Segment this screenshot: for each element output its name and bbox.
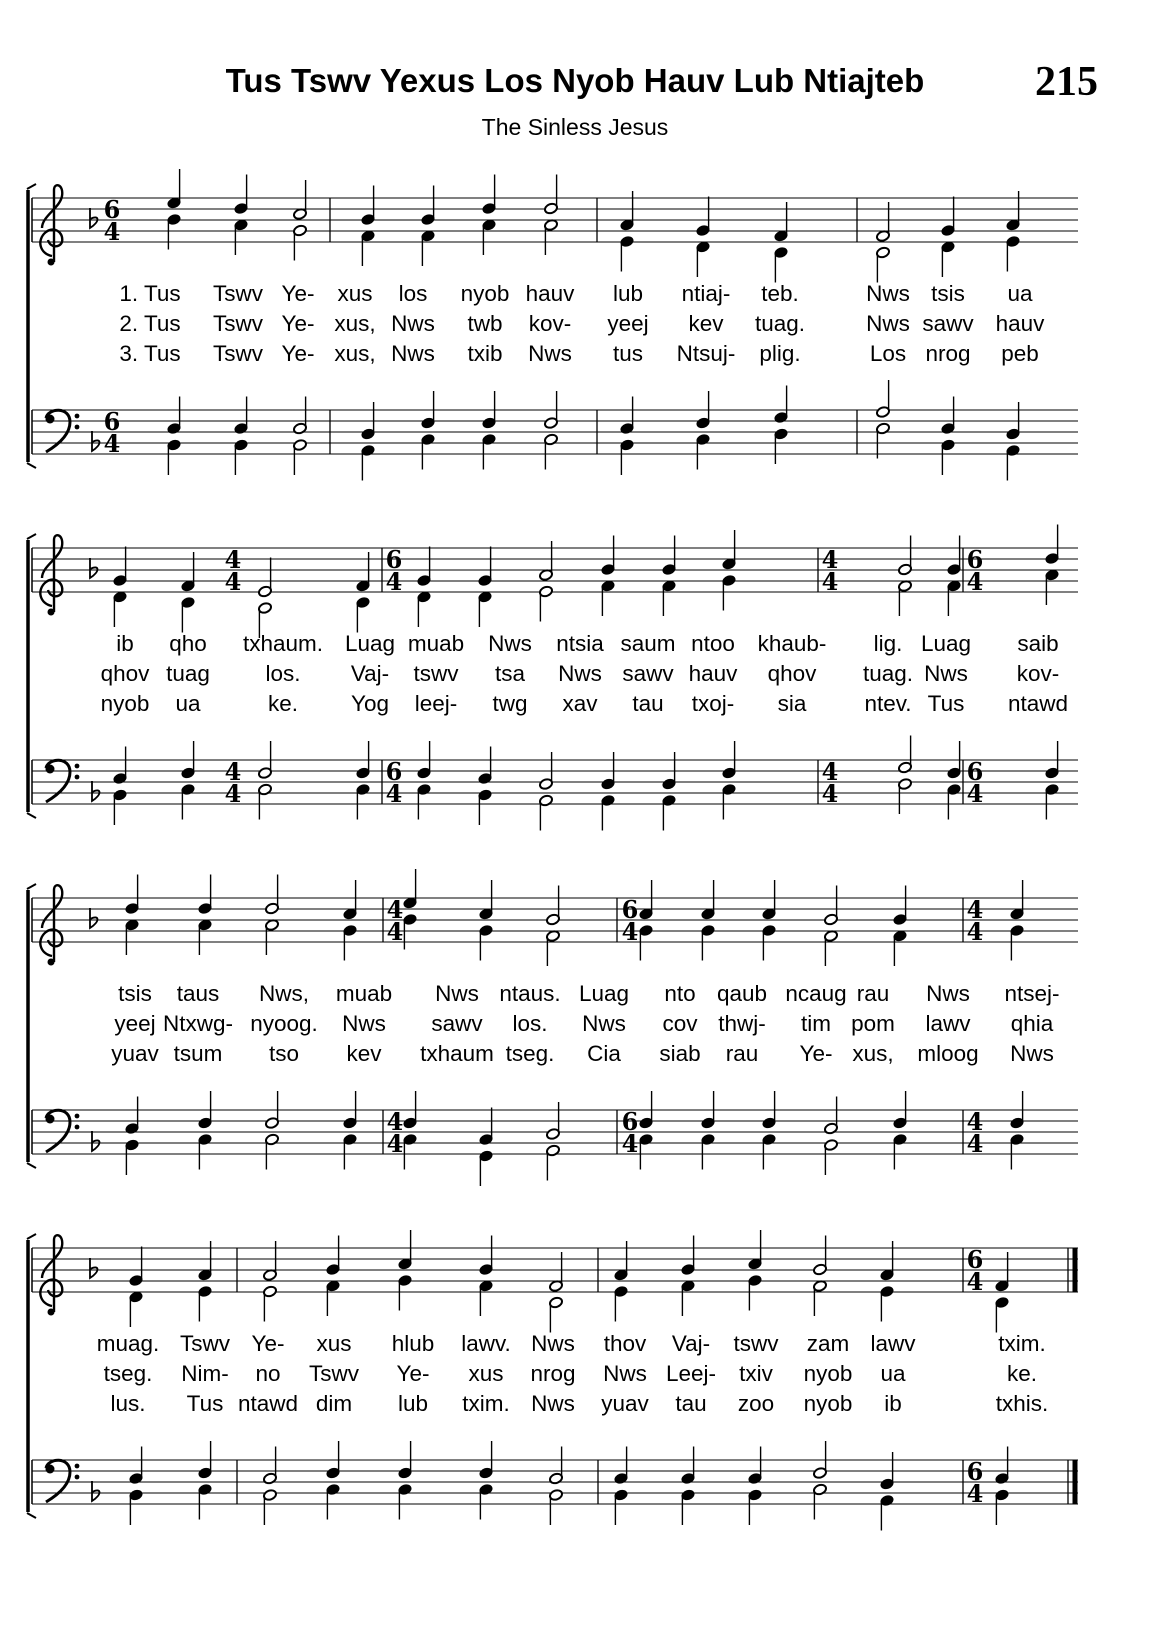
lyric-syllable: los bbox=[398, 281, 428, 306]
lyric-syllable: ntsia bbox=[556, 631, 604, 656]
lyric-syllable: los. bbox=[265, 661, 301, 686]
lyric-syllable: sawv bbox=[431, 1011, 483, 1036]
treble-note bbox=[546, 913, 561, 926]
key-signature-flat bbox=[92, 781, 100, 801]
time-signature-bottom: 4 bbox=[821, 567, 839, 596]
lyric-syllable: ntaus. bbox=[499, 981, 561, 1006]
lyric-syllable: Nws bbox=[435, 981, 479, 1006]
lyric-syllable: ntiaj- bbox=[681, 281, 731, 306]
lyric-syllable: Nws bbox=[1010, 1041, 1054, 1066]
lyric-syllable: plig. bbox=[759, 341, 801, 366]
lyric-syllable: Leej- bbox=[665, 1361, 717, 1386]
lyric-syllable: Nws bbox=[582, 1011, 626, 1036]
bass-note bbox=[876, 406, 891, 419]
lyric-syllable: 2. Tus bbox=[119, 311, 181, 336]
lyric-syllable: Tus bbox=[927, 691, 965, 716]
bass-note bbox=[258, 767, 273, 780]
bracket-bottom-hook bbox=[27, 1513, 36, 1518]
bracket-bottom-hook bbox=[27, 1163, 36, 1168]
lyric-syllable: tuag bbox=[166, 661, 210, 686]
hymn-subtitle: The Sinless Jesus bbox=[481, 114, 669, 140]
lyric-syllable: Vaj- bbox=[350, 661, 390, 686]
treble-clef bbox=[40, 185, 62, 265]
lyric-syllable: Yog bbox=[351, 691, 389, 716]
time-signature-top: 4 bbox=[966, 1107, 984, 1136]
bracket-top-hook bbox=[27, 1234, 36, 1239]
lyric-syllable: Nws bbox=[342, 1011, 386, 1036]
lyric-syllable: lawv bbox=[870, 1331, 916, 1356]
lyric-syllable: lub bbox=[612, 281, 644, 306]
lyric-syllable: tseg. bbox=[103, 1361, 153, 1386]
lyric-syllable: hauv bbox=[688, 661, 738, 686]
lyric-syllable: nrog bbox=[530, 1361, 576, 1386]
lyric-syllable: hlub bbox=[391, 1331, 435, 1356]
time-signature-top: 4 bbox=[386, 895, 404, 924]
treble-note bbox=[549, 1296, 564, 1309]
bass-note bbox=[898, 761, 913, 774]
lyric-syllable: muab bbox=[407, 631, 465, 656]
time-signature-top: 6 bbox=[966, 545, 984, 574]
treble-note bbox=[263, 1269, 278, 1282]
lyric-syllable: nto bbox=[664, 981, 696, 1006]
lyric-syllable: tso bbox=[268, 1041, 300, 1066]
lyric-syllable: sia bbox=[777, 691, 807, 716]
lyric-syllable: xus, bbox=[334, 341, 376, 366]
time-signature-bottom: 4 bbox=[386, 917, 404, 946]
bracket-top-hook bbox=[27, 884, 36, 889]
lyric-syllable: Ntsuj- bbox=[676, 341, 736, 366]
time-signature-bottom: 4 bbox=[103, 217, 121, 246]
lyric-syllable: Nws, bbox=[259, 981, 309, 1006]
time-signature-top: 6 bbox=[621, 1107, 639, 1136]
lyric-syllable: Ye- bbox=[251, 1331, 285, 1356]
lyric-syllable: rau bbox=[856, 981, 890, 1006]
treble-note bbox=[813, 1263, 828, 1276]
lyric-syllable: tuag. bbox=[862, 661, 914, 686]
lyric-syllable: Nws bbox=[558, 661, 602, 686]
time-signature-top: 6 bbox=[385, 545, 403, 574]
time-signature-top: 4 bbox=[821, 545, 839, 574]
system-4 bbox=[27, 1230, 1078, 1531]
bracket-top-hook bbox=[27, 184, 36, 189]
lyric-syllable: tsis bbox=[118, 981, 152, 1006]
treble-clef bbox=[40, 535, 62, 615]
lyric-syllable: lus. bbox=[110, 1391, 146, 1416]
lyric-syllable: muab bbox=[335, 981, 393, 1006]
lyric-syllable: Ye- bbox=[396, 1361, 430, 1386]
lyric-syllable: Nws bbox=[866, 281, 910, 306]
treble-note bbox=[824, 930, 839, 943]
lyric-syllable: xus bbox=[316, 1331, 352, 1356]
bass-note bbox=[898, 778, 913, 791]
bass-note bbox=[263, 1489, 278, 1502]
treble-note bbox=[876, 246, 891, 259]
treble-note bbox=[539, 569, 554, 582]
lyric-syllable: 1. Tus bbox=[119, 281, 181, 306]
lyric-syllable: yuav bbox=[111, 1041, 159, 1066]
bass-note bbox=[265, 1133, 280, 1146]
lyric-syllable: pom bbox=[851, 1011, 895, 1036]
lyric-syllable: Nim- bbox=[181, 1361, 229, 1386]
time-signature-bottom: 4 bbox=[966, 567, 984, 596]
time-signature-bottom: 4 bbox=[103, 429, 121, 458]
lyric-syllable: ib bbox=[116, 631, 134, 656]
bass-clef bbox=[46, 1460, 80, 1502]
lyric-syllable: yuav bbox=[601, 1391, 649, 1416]
lyric-syllable: Tus bbox=[186, 1391, 224, 1416]
bass-note bbox=[546, 1128, 561, 1141]
lyric-syllable: ncaug bbox=[785, 981, 847, 1006]
lyric-syllable: saum bbox=[620, 631, 676, 656]
treble-note bbox=[263, 1285, 278, 1298]
lyric-syllable: txhis. bbox=[995, 1391, 1049, 1416]
lyric-syllable: sawv bbox=[922, 311, 974, 336]
time-signature-top: 6 bbox=[966, 1245, 984, 1274]
lyric-syllable: Luag bbox=[920, 631, 972, 656]
time-signature-bottom: 4 bbox=[966, 1267, 984, 1296]
lyric-syllable: Los bbox=[869, 341, 907, 366]
treble-note bbox=[898, 580, 913, 593]
bass-note bbox=[293, 422, 308, 435]
time-signature-top: 6 bbox=[103, 195, 121, 224]
lyric-syllable: qaub bbox=[716, 981, 768, 1006]
lyric-syllable: txhaum. bbox=[242, 631, 324, 656]
lyric-syllable: Nws bbox=[531, 1331, 575, 1356]
lyric-syllable: Nws bbox=[391, 311, 435, 336]
lyric-syllable: Cia bbox=[587, 1041, 621, 1066]
time-signature-bottom: 4 bbox=[966, 1479, 984, 1508]
lyric-syllable: Nws bbox=[866, 311, 910, 336]
treble-note bbox=[544, 219, 559, 232]
lyric-syllable: txiv bbox=[739, 1361, 773, 1386]
lyric-syllable: siab bbox=[659, 1041, 701, 1066]
lyric-syllable: yeej bbox=[114, 1011, 156, 1036]
lyric-syllable: tuag. bbox=[754, 311, 806, 336]
time-signature-top: 6 bbox=[621, 895, 639, 924]
time-signature-top: 6 bbox=[966, 757, 984, 786]
time-signature-bottom: 4 bbox=[966, 1129, 984, 1158]
lyric-syllable: Ye- bbox=[281, 281, 315, 306]
lyric-syllable: tswv bbox=[413, 661, 459, 686]
time-signature-top: 4 bbox=[224, 757, 242, 786]
lyric-syllable: tsa bbox=[494, 661, 526, 686]
bass-note bbox=[544, 433, 559, 446]
treble-note bbox=[265, 919, 280, 932]
lyric-syllable: yeej bbox=[607, 311, 649, 336]
bass-clef bbox=[46, 1110, 80, 1152]
bass-note bbox=[293, 439, 308, 452]
treble-note bbox=[258, 602, 273, 615]
lyric-syllable: ke. bbox=[267, 691, 299, 716]
lyric-syllable: Tswv bbox=[180, 1331, 230, 1356]
lyric-syllable: Vaj- bbox=[671, 1331, 711, 1356]
lyric-syllable: peb bbox=[1001, 341, 1039, 366]
bass-note bbox=[549, 1489, 564, 1502]
lyric-syllable: lawv. bbox=[461, 1331, 511, 1356]
time-signature-bottom: 4 bbox=[821, 779, 839, 808]
bass-note bbox=[824, 1122, 839, 1135]
treble-note bbox=[549, 1280, 564, 1293]
lyric-syllable: nyob bbox=[803, 1391, 853, 1416]
hymn-number: 215 bbox=[1035, 59, 1098, 105]
lyric-syllable: dim bbox=[315, 1391, 353, 1416]
lyric-syllable: Nws bbox=[528, 341, 572, 366]
bass-note bbox=[549, 1472, 564, 1485]
lyric-syllable: nrog bbox=[925, 341, 971, 366]
bass-note bbox=[824, 1139, 839, 1152]
time-signature-top: 4 bbox=[386, 1107, 404, 1136]
lyric-syllable: xus, bbox=[852, 1041, 894, 1066]
lyric-syllable: nyob bbox=[803, 1361, 853, 1386]
lyric-syllable: no bbox=[255, 1361, 281, 1386]
lyric-syllable: Nws bbox=[391, 341, 435, 366]
bass-note bbox=[876, 422, 891, 435]
lyric-syllable: tau bbox=[632, 691, 664, 716]
lyric-syllable: Ye- bbox=[799, 1041, 833, 1066]
bass-note bbox=[813, 1483, 828, 1496]
lyric-syllable: twg bbox=[492, 691, 528, 716]
lyric-syllable: Nws bbox=[603, 1361, 647, 1386]
lyric-syllable: tau bbox=[675, 1391, 707, 1416]
lyric-syllable: hauv bbox=[995, 311, 1045, 336]
treble-note bbox=[293, 224, 308, 237]
lyric-syllable: txib bbox=[467, 341, 503, 366]
treble-note bbox=[876, 230, 891, 243]
lyric-syllable: txim. bbox=[998, 1331, 1046, 1356]
lyric-syllable: ntawd bbox=[1007, 691, 1069, 716]
lyric-syllable: Nws bbox=[926, 981, 970, 1006]
lyric-syllable: zam bbox=[806, 1331, 850, 1356]
lyric-syllable: txoj- bbox=[691, 691, 735, 716]
lyric-syllable: txim. bbox=[462, 1391, 510, 1416]
treble-note bbox=[539, 585, 554, 598]
lyric-syllable: xus bbox=[337, 281, 373, 306]
lyric-syllable: tseg. bbox=[505, 1041, 555, 1066]
bass-note bbox=[258, 783, 273, 796]
lyric-syllable: leej- bbox=[414, 691, 458, 716]
lyric-syllable: ua bbox=[1007, 281, 1033, 306]
lyric-syllable: rau bbox=[725, 1041, 759, 1066]
lyric-syllable: Nws bbox=[531, 1391, 575, 1416]
lyric-syllable: nyob bbox=[460, 281, 510, 306]
lyric-syllable: hauv bbox=[525, 281, 575, 306]
lyric-syllable: ntsej- bbox=[1004, 981, 1060, 1006]
lyric-syllable: ntoo bbox=[691, 631, 735, 656]
lyric-syllable: lub bbox=[397, 1391, 429, 1416]
lyric-syllable: xus, bbox=[334, 311, 376, 336]
time-signature-top: 6 bbox=[385, 757, 403, 786]
bass-note bbox=[539, 778, 554, 791]
key-signature-flat bbox=[90, 558, 98, 578]
lyric-syllable: qhov bbox=[100, 661, 150, 686]
bass-note bbox=[813, 1467, 828, 1480]
lyric-syllable: ua bbox=[175, 691, 201, 716]
lyric-syllable: mloog bbox=[917, 1041, 979, 1066]
bracket-top-hook bbox=[27, 534, 36, 539]
lyric-syllable: Tswv bbox=[309, 1361, 359, 1386]
lyric-syllable: Ye- bbox=[281, 311, 315, 336]
lyric-syllable: Luag bbox=[344, 631, 396, 656]
lyric-syllable: sawv bbox=[622, 661, 674, 686]
lyric-syllable: 3. Tus bbox=[119, 341, 181, 366]
key-signature-flat bbox=[90, 1258, 98, 1278]
treble-clef bbox=[40, 885, 62, 965]
lyric-syllable: Nws bbox=[488, 631, 532, 656]
lyric-syllable: Tswv bbox=[213, 311, 263, 336]
lyric-syllable: qhia bbox=[1010, 1011, 1054, 1036]
lyric-syllable: taus bbox=[176, 981, 220, 1006]
time-signature-top: 6 bbox=[103, 407, 121, 436]
lyric-syllable: muag. bbox=[96, 1331, 160, 1356]
time-signature-bottom: 4 bbox=[966, 779, 984, 808]
lyric-syllable: qho bbox=[169, 631, 207, 656]
lyric-syllable: Nws bbox=[924, 661, 968, 686]
bass-clef bbox=[46, 410, 80, 452]
time-signature-top: 4 bbox=[224, 545, 242, 574]
lyric-syllable: lig. bbox=[873, 631, 903, 656]
treble-note bbox=[265, 902, 280, 915]
lyric-syllable: tswv bbox=[733, 1331, 779, 1356]
bass-note bbox=[544, 417, 559, 430]
time-signature-bottom: 4 bbox=[224, 779, 242, 808]
lyric-syllable: ntawd bbox=[237, 1391, 299, 1416]
bass-clef bbox=[46, 760, 80, 802]
bracket-bottom-hook bbox=[27, 813, 36, 818]
lyric-syllable: khaub- bbox=[757, 631, 827, 656]
time-signature-bottom: 4 bbox=[224, 567, 242, 596]
lyric-syllable: Ye- bbox=[281, 341, 315, 366]
treble-note bbox=[898, 563, 913, 576]
key-signature-flat bbox=[92, 1131, 100, 1151]
time-signature-bottom: 4 bbox=[621, 917, 639, 946]
lyric-syllable: ntev. bbox=[864, 691, 912, 716]
treble-note bbox=[293, 208, 308, 221]
key-signature-flat bbox=[90, 208, 98, 228]
lyric-syllable: saib bbox=[1017, 631, 1059, 656]
bracket-bottom-hook bbox=[27, 463, 36, 468]
time-signature-top: 4 bbox=[966, 895, 984, 924]
treble-note bbox=[258, 585, 273, 598]
lyric-syllable: Luag bbox=[578, 981, 630, 1006]
key-signature-flat bbox=[92, 1481, 100, 1501]
lyric-syllable: txhaum bbox=[420, 1041, 494, 1066]
lyric-syllable: qhov bbox=[767, 661, 817, 686]
lyric-syllable: ke. bbox=[1006, 1361, 1038, 1386]
bass-note bbox=[546, 1144, 561, 1157]
lyric-syllable: xav bbox=[562, 691, 598, 716]
treble-clef bbox=[40, 1235, 62, 1315]
lyric-syllable: kev bbox=[346, 1041, 382, 1066]
lyric-syllable: tsum bbox=[173, 1041, 223, 1066]
bass-note bbox=[263, 1472, 278, 1485]
hymn-title: Tus Tswv Yexus Los Nyob Hauv Lub Ntiajteb bbox=[225, 62, 925, 99]
time-signature-bottom: 4 bbox=[386, 1129, 404, 1158]
lyric-syllable: Tswv bbox=[213, 341, 263, 366]
lyric-syllable: lawv bbox=[925, 1011, 971, 1036]
time-signature-bottom: 4 bbox=[966, 917, 984, 946]
treble-note bbox=[813, 1280, 828, 1293]
lyric-syllable: ua bbox=[880, 1361, 906, 1386]
lyric-syllable: twb bbox=[467, 311, 503, 336]
system-1 bbox=[27, 169, 1078, 481]
lyric-syllable: nyoog. bbox=[250, 1011, 318, 1036]
lyric-syllable: nyob bbox=[100, 691, 150, 716]
lyric-syllable: Tswv bbox=[213, 281, 263, 306]
bass-note bbox=[539, 794, 554, 807]
treble-note bbox=[544, 202, 559, 215]
lyric-syllable: tus bbox=[612, 341, 644, 366]
lyric-syllable: cov bbox=[662, 1011, 698, 1036]
lyric-syllable: kev bbox=[688, 311, 724, 336]
lyric-syllable: los. bbox=[512, 1011, 548, 1036]
treble-note bbox=[824, 913, 839, 926]
lyric-syllable: tim bbox=[801, 1011, 831, 1036]
lyric-syllable: tsis bbox=[931, 281, 965, 306]
time-signature-bottom: 4 bbox=[385, 779, 403, 808]
time-signature-top: 6 bbox=[966, 1457, 984, 1486]
lyric-syllable: kov- bbox=[1016, 661, 1060, 686]
lyric-syllable: ib bbox=[884, 1391, 902, 1416]
lyric-syllable: zoo bbox=[737, 1391, 775, 1416]
lyric-syllable: teb. bbox=[761, 281, 799, 306]
bass-note bbox=[265, 1117, 280, 1130]
time-signature-bottom: 4 bbox=[385, 567, 403, 596]
treble-note bbox=[546, 930, 561, 943]
key-signature-flat bbox=[92, 431, 100, 451]
time-signature-top: 4 bbox=[821, 757, 839, 786]
lyric-syllable: thov bbox=[603, 1331, 647, 1356]
time-signature-bottom: 4 bbox=[621, 1129, 639, 1158]
lyric-syllable: xus bbox=[468, 1361, 504, 1386]
key-signature-flat bbox=[90, 908, 98, 928]
lyric-syllable: thwj- bbox=[718, 1011, 766, 1036]
lyric-syllable: kov- bbox=[528, 311, 572, 336]
lyric-syllable: Ntxwg- bbox=[162, 1011, 234, 1036]
